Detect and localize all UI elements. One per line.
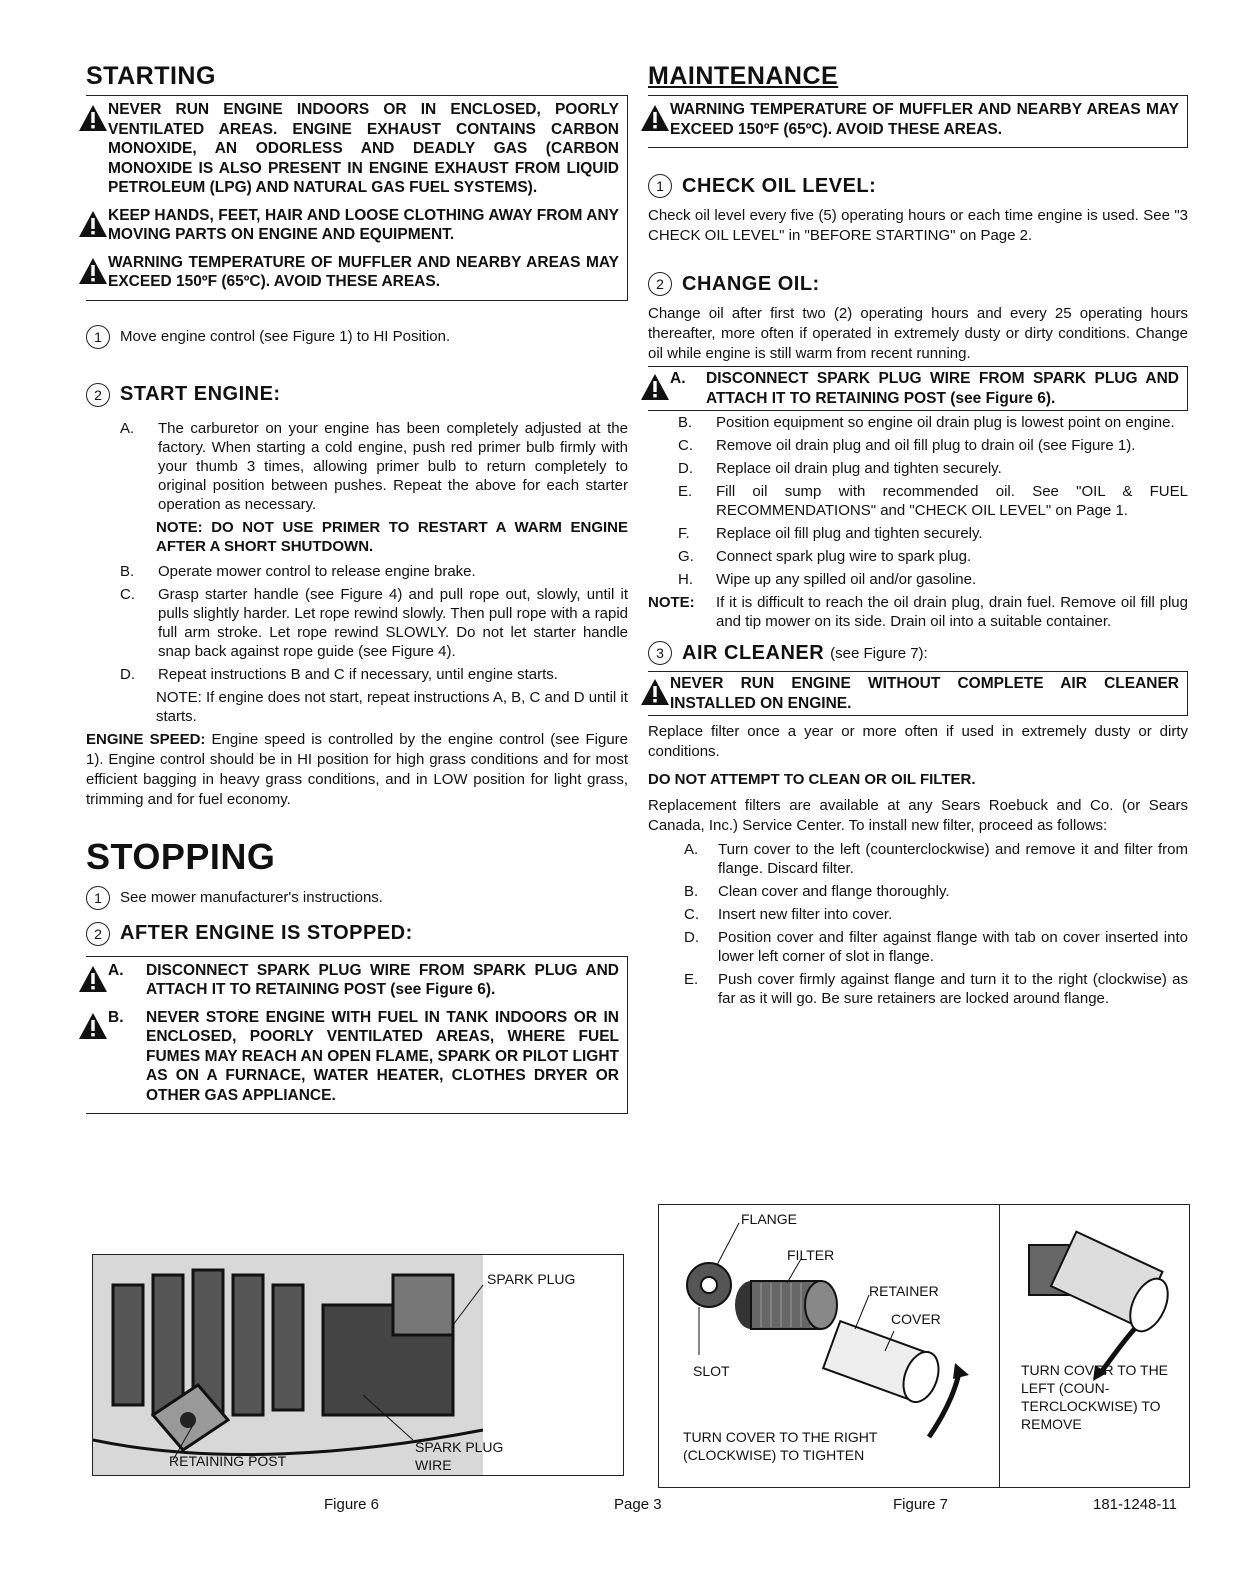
- warning-triangle-icon: [78, 257, 108, 285]
- step-number: 2: [86, 383, 110, 407]
- starting-warning-box: [86, 95, 628, 301]
- warning-triangle-icon: [78, 104, 108, 132]
- list-item: E. Push cover firmly against flange and turn it to the right (clockwise) as far as it will go. Be sure retainers are locked around flange.: [684, 971, 1188, 1007]
- label-spark-plug: SPARK PLUG: [487, 1271, 576, 1287]
- note-primer: NOTE: DO NOT USE PRIMER TO RESTART A WARM ENGINE AFTER A SHORT SHUTDOWN.: [156, 518, 628, 555]
- list-item: B. Operate mower control to release engine brake.: [120, 562, 476, 580]
- warning-disconnect-plug: A. DISCONNECT SPARK PLUG WIRE FROM SPARK PLUG AND ATTACH IT TO RETAINING POST (see Figure 6).: [78, 961, 627, 1000]
- check-oil-step: 1 CHECK OIL LEVEL:: [648, 174, 1188, 198]
- list-item: C. Insert new filter into cover.: [684, 906, 893, 923]
- air-cleaner-step: 3 AIR CLEANER (see Figure 7):: [648, 641, 1188, 665]
- label-slot: SLOT: [693, 1363, 730, 1379]
- label-retaining-post: RETAINING POST: [169, 1453, 287, 1469]
- warning-moving-parts: KEEP HANDS, FEET, HAIR AND LOOSE CLOTHING AWAY FROM ANY MOVING PARTS ON ENGINE AND EQUIPMENT.: [78, 206, 627, 245]
- stopping-title: STOPPING: [86, 835, 276, 877]
- engine-speed: ENGINE SPEED: Engine speed is controlled by the engine control (see Figure 1). Engine control should be in HI position for high grass conditions and for most efficient bagging in heavy grass conditions, and in LOW position for light grass, trimming and for fuel economy.: [86, 730, 629, 808]
- list-item: A. Turn cover to the left (counterclockwise) and remove it and filter from flange. Discard filter.: [684, 841, 1188, 877]
- label-spark-plug-wire: SPARK PLUG: [415, 1439, 504, 1455]
- figure-6: [92, 1254, 624, 1476]
- label-filter: FILTER: [787, 1247, 835, 1263]
- label-spark-plug-wire-2: WIRE: [415, 1457, 452, 1473]
- step-number: 1: [648, 174, 672, 198]
- list-item: C. Remove oil drain plug and oil fill plug to drain oil (see Figure 1).: [678, 437, 1136, 454]
- air-cleaner-bold: DO NOT ATTEMPT TO CLEAN OR OIL FILTER.: [648, 771, 976, 788]
- starting-step-1: 1 Move engine control (see Figure 1) to HI Position.: [86, 325, 628, 349]
- warning-fuel-storage: B. NEVER STORE ENGINE WITH FUEL IN TANK INDOORS OR IN ENCLOSED, POORLY VENTILATED AREAS, WHERE FUEL FUMES MAY REACH AN OPEN FLAME, SPARK OR PILOT LIGHT AS ON A FURNACE, WATER HEATER, CLOTHES DRYER OR OTHER GAS APPLIANCE.: [78, 1008, 627, 1106]
- stopping-warning-box: [86, 956, 628, 1115]
- starting-title: STARTING: [86, 62, 216, 90]
- starting-step-2: 2 START ENGINE:: [86, 383, 628, 407]
- step-number: 3: [648, 641, 672, 665]
- change-oil-list: [648, 413, 1188, 631]
- stopping-step-1: 1 See mower manufacturer's instructions.: [86, 886, 628, 910]
- list-item: F. Replace oil fill plug and tighten securely.: [678, 525, 983, 542]
- list-item: C. Grasp starter handle (see Figure 4) and pull rope out, slowly, until it pulls slightly harder. Let rope rewind slowly. Then pull rope with a rapid full arm stroke. Let rope rewind SLOWLY. Do not let starter handle snap back against rope guide (see Figure 4).: [120, 585, 628, 660]
- stopping-step-2: 2 AFTER ENGINE IS STOPPED:: [86, 922, 628, 946]
- list-item: D. Position cover and filter against flange with tab on cover inserted into lower left corner of slot in flange.: [684, 929, 1188, 965]
- change-oil-warning-box: [648, 366, 1188, 411]
- list-item: H. Wipe up any spilled oil and/or gasoline.: [678, 571, 977, 588]
- start-engine-list: [86, 419, 628, 514]
- warning-muffler: WARNING TEMPERATURE OF MUFFLER AND NEARBY AREAS MAY EXCEED 150ºF (65ºC). AVOID THESE AREAS.: [78, 253, 627, 292]
- check-oil-text: Check oil level every five (5) operating hours or each time engine is used. See "3 CHECK OIL LEVEL" in "BEFORE STARTING" on Page 2.: [648, 207, 1188, 244]
- maintenance-warning-box: [648, 95, 1188, 148]
- air-cleaner-list: [648, 840, 1188, 1008]
- warning-triangle-icon: [78, 210, 108, 238]
- list-item: D. Repeat instructions B and C if necessary, until engine starts.: [120, 665, 558, 683]
- list-item: B. Clean cover and flange thoroughly.: [684, 883, 950, 900]
- step-number: 2: [648, 272, 672, 296]
- warning-exhaust: NEVER RUN ENGINE INDOORS OR IN ENCLOSED, POORLY VENTILATED AREAS. ENGINE EXHAUST CONTAINS CARBON MONOXIDE, AN ODORLESS AND DEADLY GAS (CARBON MONOXIDE IS ALSO PRESENT IN ENGINE EXHAUST FROM LIQUID PETROLEUM (LPG) AND NATURAL GAS FUEL SYSTEMS).: [78, 100, 627, 198]
- label-cover: COVER: [891, 1311, 941, 1327]
- label-tighten-2: (CLOCKWISE) TO TIGHTEN: [683, 1447, 865, 1463]
- list-item: D. Replace oil drain plug and tighten securely.: [678, 460, 1002, 477]
- figure-7: [658, 1204, 1190, 1488]
- air-cleaner-warning-box: [648, 671, 1188, 716]
- list-item: G. Connect spark plug wire to spark plug.: [678, 548, 972, 565]
- note-restart: NOTE: If engine does not start, repeat instructions A, B, C and D until it starts.: [156, 688, 628, 725]
- label-flange: FLANGE: [741, 1211, 798, 1227]
- engine-illustration: [93, 1255, 623, 1475]
- figure-7-caption: Figure 7: [893, 1496, 949, 1513]
- change-oil-text: Change oil after first two (2) operating hours and every 25 operating hours thereafter, more often if operated in extremely dusty or dirty conditions. Change oil while engine is still warm from recent running.: [648, 305, 1188, 362]
- right-column: [648, 62, 1188, 1012]
- warning-disconnect-plug: A. DISCONNECT SPARK PLUG WIRE FROM SPARK PLUG AND ATTACH IT TO RETAINING POST (see Figure 6).: [640, 369, 1187, 408]
- label-retainer: RETAINER: [869, 1283, 939, 1299]
- left-column: [86, 62, 628, 1114]
- step-number: 1: [86, 886, 110, 910]
- warning-air-cleaner: NEVER RUN ENGINE WITHOUT COMPLETE AIR CLEANER INSTALLED ON ENGINE.: [640, 674, 1187, 713]
- list-item: A. The carburetor on your engine has been completely adjusted at the factory. When starting a cold engine, push red primer bulb firmly with your thumb 3 times, allowing primer bulb to return completely to original position between pushes. Repeat the above for each starter operation as necessary.: [120, 419, 628, 513]
- warning-triangle-icon: [640, 104, 670, 132]
- document-number: 181-1248-11: [1093, 1496, 1177, 1513]
- warning-triangle-icon: [640, 373, 670, 401]
- list-item: B. Position equipment so engine oil drain plug is lowest point on engine.: [678, 414, 1175, 431]
- list-item: NOTE: If it is difficult to reach the oil drain plug, drain fuel. Remove oil fill plug and tip mower on its side. Drain oil into a suitable container.: [648, 594, 1188, 630]
- page-number: Page 3: [614, 1496, 662, 1513]
- label-tighten-1: TURN COVER TO THE RIGHT: [683, 1429, 878, 1445]
- change-oil-step: 2 CHANGE OIL:: [648, 272, 1188, 296]
- list-item: E. Fill oil sump with recommended oil. See "OIL & FUEL RECOMMENDATIONS" and "CHECK OIL LEVEL" on Page 1.: [678, 483, 1188, 519]
- air-cleaner-text: Replace filter once a year or more often if used in extremely dusty or dirty conditions.: [648, 723, 1188, 760]
- step-number: 2: [86, 922, 110, 946]
- air-cleaner-text-2: Replacement filters are available at any Sears Roebuck and Co. (or Sears Canada, Inc.) Service Center. To install new filter, proceed as follows:: [648, 797, 1188, 834]
- warning-triangle-icon: [78, 965, 108, 993]
- label-remove: TURN COVER TO THE LEFT (COUN-TERCLOCKWISE) TO REMOVE: [1021, 1362, 1169, 1432]
- maintenance-title: MAINTENANCE: [648, 62, 839, 90]
- warning-muffler: WARNING TEMPERATURE OF MUFFLER AND NEARBY AREAS MAY EXCEED 150ºF (65ºC). AVOID THESE AREAS.: [640, 100, 1187, 139]
- warning-triangle-icon: [78, 1012, 108, 1040]
- start-engine-list-cont: [86, 562, 628, 684]
- figure-6-caption: Figure 6: [324, 1496, 380, 1513]
- warning-triangle-icon: [640, 678, 670, 706]
- step-number: 1: [86, 325, 110, 349]
